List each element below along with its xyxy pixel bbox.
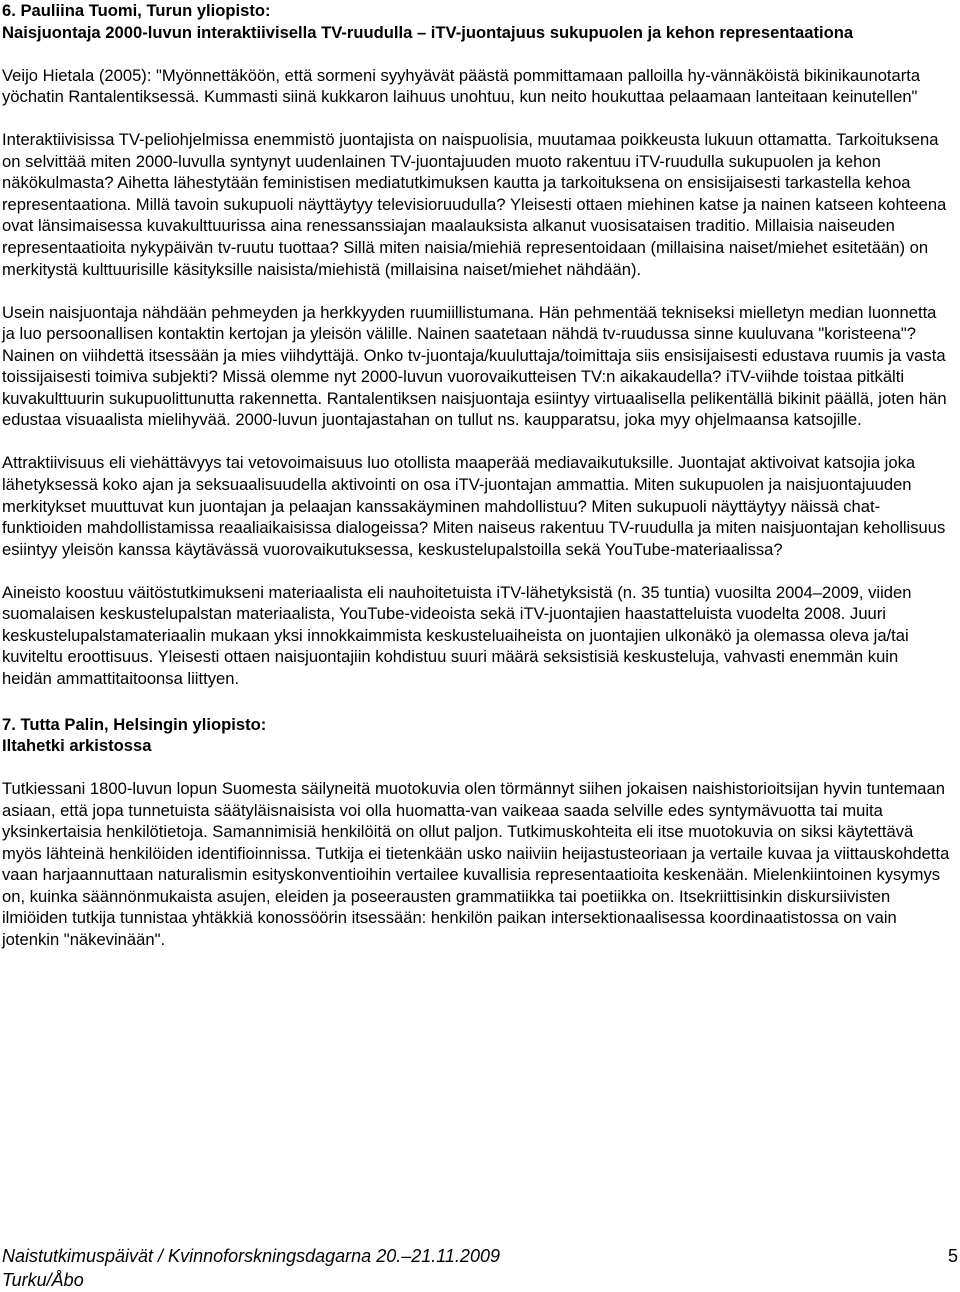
section-6-title-speaker: 6. Pauliina Tuomi, Turun yliopisto: xyxy=(2,1,271,20)
section-heading-6 xyxy=(2,0,950,43)
section-6-paragraph-5: Aineisto koostuu väitöstutkimukseni materiaalista eli nauhoitetuista iTV-lähetyksistä (n. 35 tuntia) vuosilta 2004–2009, viiden suomalaisen keskustelupalstan materiaalista, YouTube-videoista sekä iTV-juontajien haastatteluista vuodelta 2008. Juuri keskustelupalstamateriaalin mukaan yksi innokkaimmista keskusteluaiheista on juontajien ulkonäkö ja olemassa oleva ja/tai kuviteltu eroottisuus. Yleisesti ottaen naisjuontajiin kohdistuu suuri määrä seksistisiä keskusteluja, vahvasti enemmän kuin heidän ammattitaitoonsa liittyen. xyxy=(2,582,912,688)
section-7-title-speaker: 7. Tutta Palin, Helsingin yliopisto: xyxy=(2,714,267,734)
section-7-title-topic: Iltahetki arkistossa xyxy=(2,736,152,756)
section-6-title-topic: Naisjuontaja 2000-luvun interaktiivisella TV-ruudulla – iTV-juontajuus sukupuolen ja kehon representaationa xyxy=(2,22,854,42)
page-footer xyxy=(2,1244,958,1292)
footer-place: Turku/Åbo xyxy=(2,1270,84,1290)
footer-conference: Naistutkimuspäivät / Kvinnoforskningsdagarna 20.–21.11.2009 xyxy=(2,1246,500,1266)
section-7-paragraph-1: Tutkiessani 1800-luvun lopun Suomesta säilyneitä muotokuvia olen törmännyt siihen jokaisen naishistorioitsijan hyvin tuntemaan asiaan, että jopa tunnetuista säätyläisnaisista voi olla huomatta-van vaikeaa saada selville edes syntymävuotta tai muita yksinkertaisia henkilötietoja. Samannimisiä henkilöitä on ollut paljon. Tutkimuskohteita eli itse muotokuvia on siksi käytettävä myös lähteinä henkilöiden identifioinnissa. Tutkija ei tietenkään usko naiiviin heijastusteoriaan ja vertaile kuvaa ja viittauskohdetta vaan harjaannuttaan naturalismin esityskonventioihin vertailee kuvallisia representaatioita keskenään. Mielenkiintoinen kysymys on, kuinka säännönmukaista asujen, eleiden ja poseerausten grammatiikka tai poetiikka on. Itsekriittisinkin diskursiivisten ilmiöiden tutkija tunnistaa yhtäkkiä konossöörin itsessään: henkilön paikan intersektionaalisessa koordinaatistossa on vain jotenkin "näkevinään". xyxy=(2,779,950,949)
page-content xyxy=(2,0,950,951)
section-6-paragraph-4: Attraktiivisuus eli viehättävyys tai vetovoimaisuus luo otollista maaperää mediavaikutuksille. Juontajat aktivoivat katsojia joka lähetyksessä koko ajan ja seksuaalisuudella aktivointi on osa iTV-juontajan ammattia. Miten sukupuolen ja naisjuontajuuden merkitykset muuttuvat kun juontajan ja pelaajan kanssakäyminen mahdollistuu? Miten sukupuoli näyttäytyy näissä chat-funktioiden mahdollistamissa reaaliaikaisissa dialogeissa? Miten naiseus rakentuu TV-ruudulla ja miten naisjuontajan kehollisuus esiintyy yleisön kanssa käytävässä vuorovaikutuksessa, keskustelupalstoilla sekä YouTube-materiaalissa? xyxy=(2,453,946,559)
section-6-paragraph-2: Interaktiivisissa TV-peliohjelmissa enemmistö juontajista on naispuolisia, muutamaa poikkeusta lukuun ottamatta. Tarkoituksena on selvittää miten 2000-luvulla syntynyt uudenlainen TV-juontajuuden muoto rakentuu iTV-ruudulla sukupuolen ja kehon näkökulmasta? Aihetta lähestytään feministisen mediatutkimuksen kautta ja tarkoituksena on ensisijaisesti tarkastella kehoa representaationa. Millä tavoin sukupuoli näyttäytyy televisioruudulla? Yleisesti ottaen miehinen katse ja nainen katseen kohteena ovat länsimaisessa kuvakulttuurissa aina renessanssiajan maalauksista alkanut vuosisataisen traditio. Millaisia naiseuden representaatioita nykypäivän tv-ruutu tuottaa? Sillä miten naisia/miehiä representoidaan (millaisina naiset/miehet esitetään) on merkitystä kulttuurisille käsityksille naisista/miehistä (millaisina naiset/miehet nähdään). xyxy=(2,130,947,279)
section-heading-7 xyxy=(2,714,950,757)
section-6-paragraph-1: Veijo Hietala (2005): "Myönnettäköön, että sormeni syyhyävät päästä pommittamaan palloilla hy-vännäköistä bikinikaunotarta yöchatin Rantalentiksessä. Kummasti siinä kukkaron laihuus unohtuu, kun neito houkuttaa pelaamaan lanteitaan keinutellen" xyxy=(2,65,921,107)
page-number: 5 xyxy=(947,1246,958,1266)
section-6-paragraph-3: Usein naisjuontaja nähdään pehmeyden ja herkkyyden ruumiillistumana. Hän pehmentää tekniseksi mielletyn median luonnetta ja luo persoonallisen kontaktin kertojan ja yleisön välille. Nainen saatetaan nähdä tv-ruudussa sinne kuuluvana "koristeena"? Nainen on viihdettä itsessään ja mies viihdyttäjä. Onko tv-juontaja/kuuluttaja/toimittaja siis ensisijaisesti edustava ruumis ja vasta toissijaisesti toimiva subjekti? Missä olemme nyt 2000-luvun vuorovaikutteisen TV:n aikakaudella? iTV-viihde toistaa pitkälti kuvakulttuurin sukupuolittunutta rakennetta. Rantalentiksen naisjuontaja esiintyy virtuaalisella pelikentällä bikinit päällä, joten hän edustaa visuaalista mielihyvää. 2000-luvun juontajastahan on tullut ns. kaupparatsu, joka myy ohjelmaansa katsojille. xyxy=(2,302,947,430)
